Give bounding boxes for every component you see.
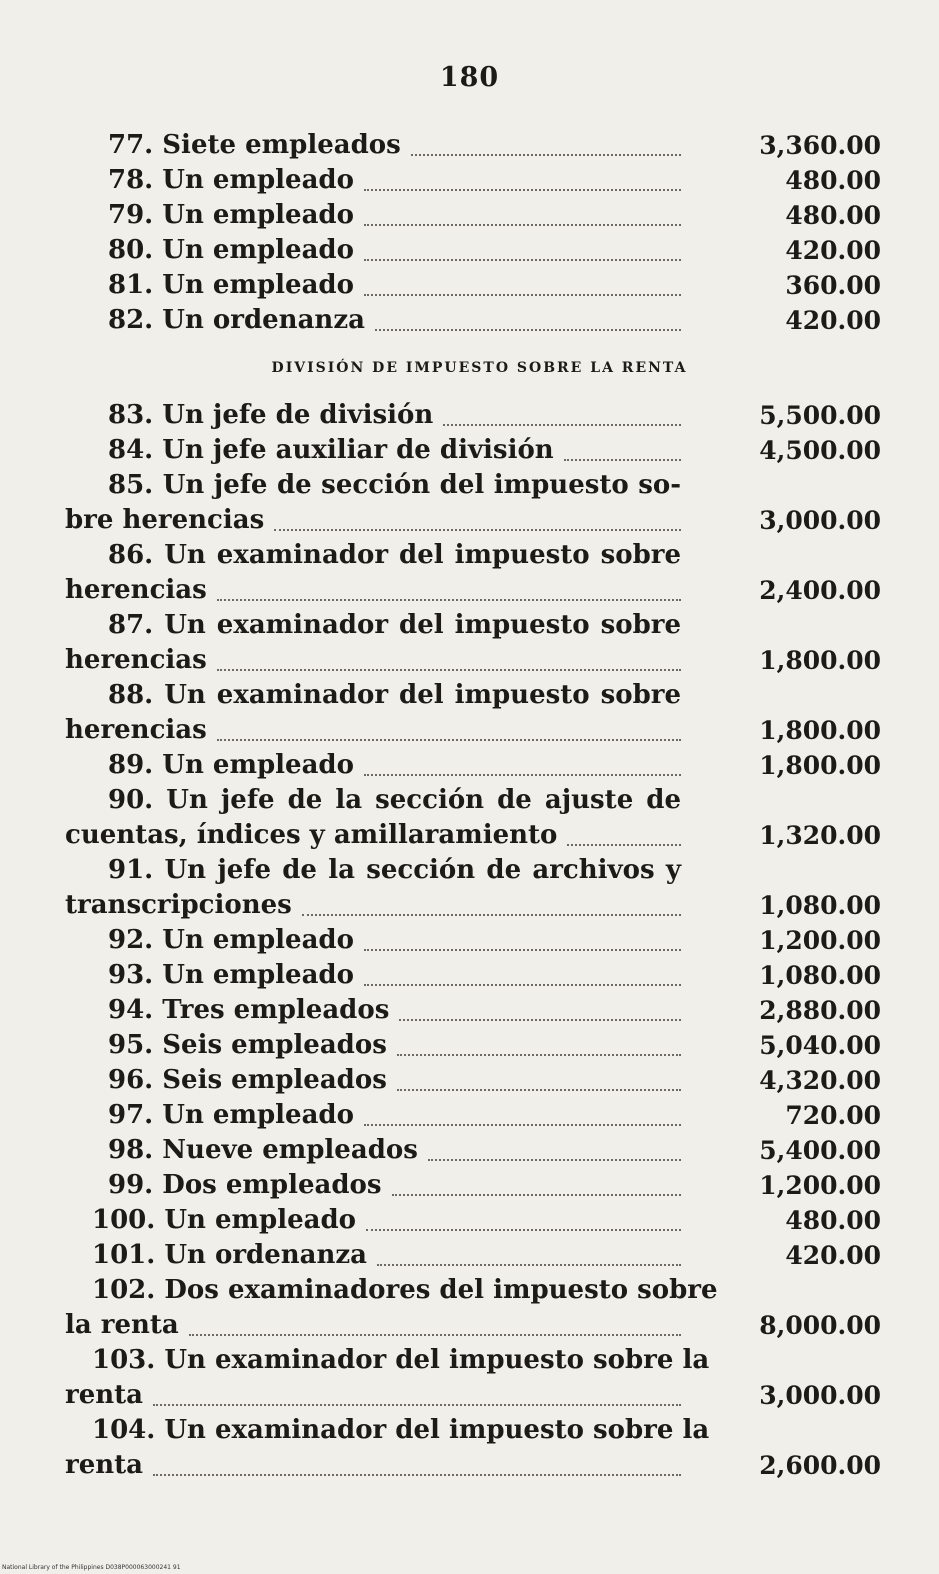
entry-amount: 1,080.00 — [759, 961, 881, 990]
budget-entry — [0, 923, 939, 958]
budget-entry — [0, 1098, 939, 1133]
dot-leader — [411, 153, 681, 156]
entry-label — [108, 398, 681, 433]
entry-text: 89. Un empleado — [108, 750, 354, 780]
entry-label — [65, 1308, 681, 1343]
section-title: DIVISIÓN DE IMPUESTO SOBRE LA RENTA — [271, 360, 688, 376]
dot-leader — [364, 293, 681, 296]
dot-leader — [564, 458, 681, 461]
entry-label — [92, 1203, 681, 1238]
entry-line — [0, 233, 939, 268]
entry-label — [108, 303, 681, 338]
entry-amount: 480.00 — [785, 201, 881, 230]
entry-text: 100. Un empleado — [92, 1205, 357, 1235]
budget-entry — [0, 433, 939, 468]
dot-leader — [217, 738, 681, 741]
entry-text: 94. Tres empleados — [108, 995, 390, 1025]
entry-label — [108, 1133, 681, 1168]
entry-text: 98. Nueve empleados — [108, 1135, 418, 1165]
dot-leader — [366, 1228, 681, 1231]
entry-line — [0, 748, 939, 783]
budget-entry — [0, 1203, 939, 1238]
entry-line — [0, 1308, 939, 1343]
entry-text: la renta — [65, 1310, 179, 1340]
budget-entry — [0, 163, 939, 198]
entry-amount: 720.00 — [785, 1101, 881, 1130]
entry-text: 88. Un examinador del impuesto sobre — [108, 680, 681, 710]
dot-leader — [364, 983, 681, 986]
dot-leader — [364, 223, 681, 226]
budget-entry — [0, 303, 939, 338]
entry-label — [108, 1168, 681, 1203]
entry-text: 85. Un jefe de sección del impuesto so- — [108, 470, 681, 500]
budget-entry — [0, 853, 939, 923]
entry-line — [0, 1343, 939, 1378]
entry-text: 79. Un empleado — [108, 200, 354, 230]
budget-entry — [0, 128, 939, 163]
budget-entry — [0, 398, 939, 433]
dot-leader — [217, 668, 681, 671]
entry-text: 78. Un empleado — [108, 165, 354, 195]
page-number: 180 — [439, 62, 500, 93]
entry-amount: 480.00 — [785, 166, 881, 195]
entry-label — [108, 748, 681, 783]
entry-line — [0, 818, 939, 853]
entry-amount: 2,600.00 — [759, 1451, 881, 1480]
budget-entry — [0, 958, 939, 993]
entry-line — [0, 503, 939, 538]
entry-text: renta — [65, 1450, 143, 1480]
entry-line — [0, 128, 939, 163]
entry-amount: 4,500.00 — [759, 436, 881, 465]
entry-text: transcripciones — [65, 890, 292, 920]
footer-attribution: National Library of the Philippines D038P000063000241 91 — [2, 1564, 181, 1571]
entry-label — [108, 958, 681, 993]
entry-text: bre herencias — [65, 505, 265, 535]
entry-line — [0, 783, 939, 818]
entry-line — [0, 163, 939, 198]
dot-leader — [443, 423, 681, 426]
entry-text: 92. Un empleado — [108, 925, 354, 955]
dot-leader — [189, 1333, 681, 1336]
entry-label — [108, 128, 681, 163]
entry-text: 97. Un empleado — [108, 1100, 354, 1130]
entry-amount: 1,200.00 — [759, 1171, 881, 1200]
entry-amount: 1,200.00 — [759, 926, 881, 955]
budget-entry — [0, 1343, 939, 1413]
entry-amount: 1,320.00 — [759, 821, 881, 850]
budget-entry — [0, 468, 939, 538]
dot-leader — [377, 1263, 681, 1266]
entry-amount: 1,080.00 — [759, 891, 881, 920]
entry-text: renta — [65, 1380, 143, 1410]
entry-amount: 2,880.00 — [759, 996, 881, 1025]
entry-amount: 480.00 — [785, 1206, 881, 1235]
entry-amount: 1,800.00 — [759, 751, 881, 780]
entry-line — [0, 538, 939, 573]
entry-label — [108, 1063, 681, 1098]
entry-label — [108, 163, 681, 198]
dot-leader — [217, 598, 681, 601]
entry-text: 87. Un examinador del impuesto sobre — [108, 610, 681, 640]
entry-text: 84. Un jefe auxiliar de división — [108, 435, 554, 465]
entry-text: 102. Dos examinadores del impuesto sobre — [92, 1275, 718, 1305]
entry-amount: 3,000.00 — [759, 1381, 881, 1410]
entry-group-a — [0, 128, 939, 338]
dot-leader — [364, 948, 681, 951]
entry-amount: 5,500.00 — [759, 401, 881, 430]
entry-label — [65, 818, 681, 853]
dot-leader — [364, 258, 681, 261]
entry-label — [108, 268, 681, 303]
entry-line — [0, 1378, 939, 1413]
entry-label — [108, 993, 681, 1028]
entry-amount: 4,320.00 — [759, 1066, 881, 1095]
budget-entry — [0, 1273, 939, 1343]
entry-line — [0, 1238, 939, 1273]
entry-line — [0, 1063, 939, 1098]
budget-entry — [0, 1028, 939, 1063]
budget-entry — [0, 538, 939, 608]
entry-label — [108, 433, 681, 468]
entry-amount: 3,360.00 — [759, 131, 881, 160]
entry-label — [65, 1378, 681, 1413]
entry-amount: 360.00 — [785, 271, 881, 300]
entry-line — [0, 958, 939, 993]
entry-label — [65, 503, 681, 538]
budget-entry — [0, 1063, 939, 1098]
entry-text: 99. Dos empleados — [108, 1170, 382, 1200]
entry-label — [108, 1028, 681, 1063]
entry-label — [108, 1098, 681, 1133]
entry-label — [65, 573, 681, 608]
entry-text: 96. Seis empleados — [108, 1065, 387, 1095]
entry-line — [0, 268, 939, 303]
entry-line — [0, 1273, 939, 1308]
entry-text: 91. Un jefe de la sección de archivos y — [108, 855, 681, 885]
entry-line — [0, 433, 939, 468]
budget-entry — [0, 1238, 939, 1273]
entry-label — [108, 923, 681, 958]
entry-text: herencias — [65, 715, 207, 745]
entry-line — [0, 1448, 939, 1483]
entry-text: herencias — [65, 645, 207, 675]
entry-text: 104. Un examinador del impuesto sobre la — [92, 1415, 710, 1445]
entry-amount: 5,400.00 — [759, 1136, 881, 1165]
entry-group-b — [0, 398, 939, 1483]
entry-line — [0, 398, 939, 433]
entry-text: 80. Un empleado — [108, 235, 354, 265]
entry-amount: 1,800.00 — [759, 646, 881, 675]
entry-label — [92, 1238, 681, 1273]
entry-text: 101. Un ordenanza — [92, 1240, 368, 1270]
entry-list — [0, 128, 939, 1483]
entry-line — [0, 678, 939, 713]
entry-text: 77. Siete empleados — [108, 130, 401, 160]
entry-line — [0, 888, 939, 923]
budget-entry — [0, 678, 939, 748]
entry-text: herencias — [65, 575, 207, 605]
entry-line — [0, 853, 939, 888]
entry-label — [108, 198, 681, 233]
entry-line — [0, 993, 939, 1028]
entry-text: cuentas, índices y amillaramiento — [65, 820, 558, 850]
entry-amount: 8,000.00 — [759, 1311, 881, 1340]
budget-entry — [0, 783, 939, 853]
entry-label — [65, 643, 681, 678]
entry-text: 103. Un examinador del impuesto sobre la — [92, 1345, 710, 1375]
budget-entry — [0, 608, 939, 678]
dot-leader — [397, 1053, 681, 1056]
entry-line — [0, 643, 939, 678]
budget-entry — [0, 268, 939, 303]
dot-leader — [399, 1018, 681, 1021]
entry-line — [0, 1203, 939, 1238]
entry-amount: 2,400.00 — [759, 576, 881, 605]
entry-line — [0, 303, 939, 338]
entry-text: 83. Un jefe de división — [108, 400, 434, 430]
dot-leader — [364, 1123, 681, 1126]
entry-line — [0, 1133, 939, 1168]
budget-entry — [0, 233, 939, 268]
entry-amount: 420.00 — [785, 306, 881, 335]
entry-amount: 420.00 — [785, 236, 881, 265]
entry-amount: 1,800.00 — [759, 716, 881, 745]
budget-entry — [0, 1168, 939, 1203]
entry-label — [65, 888, 681, 923]
dot-leader — [153, 1473, 681, 1476]
budget-entry — [0, 1133, 939, 1168]
entry-line — [0, 1413, 939, 1448]
entry-line — [0, 923, 939, 958]
entry-label — [65, 1448, 681, 1483]
entry-line — [0, 1168, 939, 1203]
entry-line — [0, 468, 939, 503]
entry-text: 93. Un empleado — [108, 960, 354, 990]
dot-leader — [274, 528, 681, 531]
dot-leader — [375, 328, 681, 331]
budget-entry — [0, 993, 939, 1028]
budget-entry — [0, 198, 939, 233]
entry-line — [0, 713, 939, 748]
dot-leader — [567, 843, 681, 846]
entry-text: 90. Un jefe de la sección de ajuste de — [108, 785, 681, 815]
dot-leader — [302, 913, 681, 916]
entry-line — [0, 1028, 939, 1063]
entry-text: 95. Seis empleados — [108, 1030, 387, 1060]
entry-label — [65, 713, 681, 748]
budget-entry — [0, 1413, 939, 1483]
entry-text: 82. Un ordenanza — [108, 305, 365, 335]
entry-text: 81. Un empleado — [108, 270, 354, 300]
entry-amount: 420.00 — [785, 1241, 881, 1270]
entry-amount: 3,000.00 — [759, 506, 881, 535]
dot-leader — [364, 773, 681, 776]
entry-line — [0, 198, 939, 233]
entry-text: 86. Un examinador del impuesto sobre — [108, 540, 681, 570]
dot-leader — [397, 1088, 681, 1091]
dot-leader — [428, 1158, 681, 1161]
budget-entry — [0, 748, 939, 783]
dot-leader — [392, 1193, 681, 1196]
entry-label — [108, 233, 681, 268]
entry-amount: 5,040.00 — [759, 1031, 881, 1060]
dot-leader — [153, 1403, 681, 1406]
entry-line — [0, 608, 939, 643]
entry-line — [0, 1098, 939, 1133]
dot-leader — [364, 188, 681, 191]
entry-line — [0, 573, 939, 608]
